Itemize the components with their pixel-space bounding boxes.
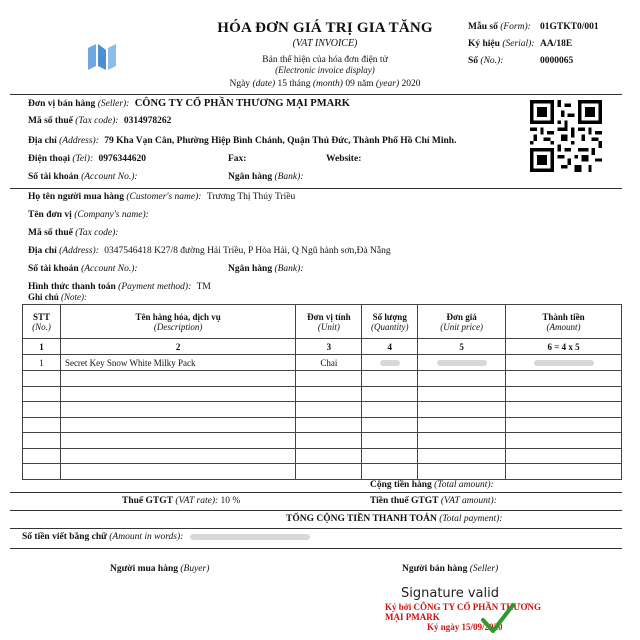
form-value: 01GTKT0/001 <box>540 21 599 32</box>
invoice-meta <box>468 18 638 69</box>
seller-tax-line: Mã số thuế (Tax code): 0314978262 <box>28 116 172 126</box>
header-description: Tên hàng hóa, dịch vụ (Description) <box>60 305 295 339</box>
header-stt: STT (No.) <box>23 305 61 339</box>
divider <box>10 492 622 493</box>
digital-signature <box>385 586 555 632</box>
table-row <box>23 448 622 464</box>
header-unit: Đơn vị tính (Unit) <box>296 305 362 339</box>
header-unit-price: Đơn giá (Unit price) <box>418 305 506 339</box>
number-value: 0000065 <box>540 55 574 66</box>
header-amount: Thành tiền (Amount) <box>506 305 622 339</box>
table-row <box>23 464 622 480</box>
seller-tax: 0314978262 <box>123 116 172 126</box>
company-logo-icon <box>84 40 124 74</box>
item-amount-redacted <box>506 355 622 371</box>
buyer-name-line: Họ tên người mua hàng (Customer's name): Trương Thị Thúy Triều <box>28 192 296 202</box>
item-quantity-redacted <box>362 355 418 371</box>
payment-method-line: Hình thức thanh toán (Payment method): TM <box>28 282 211 292</box>
amount-words-redacted <box>190 534 310 540</box>
table-row <box>23 371 622 387</box>
buyer-address: 0347546418 K27/8 đường Hải Triều, P Hòa Hải, Q Ngũ hành sơn,Đà Nẵng <box>104 246 391 256</box>
divider <box>10 528 622 529</box>
vat-rate: 10 % <box>220 496 241 506</box>
seller-website-label: Website: <box>326 154 362 164</box>
seller-tel: 0976344620 <box>98 154 146 164</box>
table-row <box>23 417 622 433</box>
vat-rate-line: Thuế GTGT (VAT rate): 10 % <box>122 496 241 506</box>
seller-bank-line: Ngân hàng (Bank): <box>228 172 304 182</box>
header-quantity: Số lượng (Quantity) <box>362 305 418 339</box>
number-row: Số (No.): 0000065 <box>468 55 574 66</box>
table-header <box>23 305 622 339</box>
divider <box>10 548 622 549</box>
item-price-redacted <box>418 355 506 371</box>
invoice-date: Ngày (date) 15 tháng (month) 09 năm (year) 2020 <box>229 79 421 89</box>
amount-in-words-line: Số tiền viết bằng chữ (Amount in words): <box>22 532 310 542</box>
seller-address-line: Địa chỉ (Address): 79 Kha Vạn Cân, Phường Hiệp Bình Chánh, Quận Thủ Đức, Thành Phố Hồ Chí Minh. <box>28 136 457 146</box>
signed-date: Ký ngày 15/09/2020 <box>427 622 503 632</box>
divider <box>10 94 622 95</box>
buyer-name: Trương Thị Thúy Triều <box>206 192 296 202</box>
item-description: Secret Key Snow White Milky Pack <box>60 355 295 371</box>
item-unit: Chai <box>296 355 362 371</box>
signed-by: Ký bởi CÔNG TY CỔ PHẦN THƯƠNG MẠI PMARK <box>385 602 541 622</box>
display-note-en: (Electronic invoice display) <box>275 65 375 75</box>
table-row <box>23 402 622 418</box>
subtotal-line: Cộng tiền hàng (Total amount): <box>370 480 494 490</box>
invoice-page <box>10 6 632 638</box>
buyer-bank-line: Ngân hàng (Bank): <box>228 264 304 274</box>
table-row: 1 Secret Key Snow White Milky Pack Chai <box>23 355 622 371</box>
serial-value: AA/18E <box>540 38 573 49</box>
form-row: Mẫu số (Form): 01GTKT0/001 <box>468 21 599 32</box>
serial-row: Ký hiệu (Serial): AA/18E <box>468 38 573 49</box>
signature-valid-text: Signature valid <box>401 586 499 601</box>
vat-amount-line: Tiền thuế GTGT (VAT amount): <box>370 496 497 506</box>
payment-method: TM <box>196 282 211 292</box>
column-numbers-row: 1 2 3 4 5 6 = 4 x 5 <box>23 339 622 355</box>
buyer-address-line: Địa chỉ (Address): 0347546418 K27/8 đường Hải Triều, P Hòa Hải, Q Ngũ hành sơn,Đà Nẵng <box>28 246 391 256</box>
display-note-vi: Bản thể hiện của hóa đơn điện tử <box>262 55 388 65</box>
title-block <box>200 20 450 89</box>
divider <box>10 188 622 189</box>
buyer-company-line: Tên đơn vị (Company's name): <box>28 210 149 220</box>
items-table <box>22 304 622 480</box>
seller-tel-line: Điện thoại (Tel): 0976344620 <box>28 154 146 164</box>
seller-account-line: Số tài khoản (Account No.): <box>28 172 138 182</box>
checkmark-icon <box>480 602 516 636</box>
seller-address: 79 Kha Vạn Cân, Phường Hiệp Bình Chánh, Quận Thủ Đức, Thành Phố Hồ Chí Minh. <box>104 136 457 146</box>
buyer-tax-line: Mã số thuế (Tax code): <box>28 228 119 238</box>
invoice-title: HÓA ĐƠN GIÁ TRỊ GIA TĂNG <box>217 20 433 36</box>
seller-signature-label: Người bán hàng (Seller) <box>402 564 499 574</box>
grand-total-line: TỔNG CỘNG TIỀN THANH TOÁN (Total payment): <box>286 514 503 524</box>
table-row <box>23 386 622 402</box>
note-line: Ghi chú (Note): <box>28 292 88 302</box>
buyer-signature-label: Người mua hàng (Buyer) <box>110 564 210 574</box>
seller-fax-label: Fax: <box>228 154 247 164</box>
table-row <box>23 433 622 449</box>
seller-name: CÔNG TY CỔ PHẦN THƯƠNG MẠI PMARK <box>134 98 350 109</box>
invoice-subtitle: (VAT INVOICE) <box>292 38 358 49</box>
seller-name-line: Đơn vị bán hàng (Seller): CÔNG TY CỔ PHẦN THƯƠNG MẠI PMARK <box>28 98 350 109</box>
qr-code-icon <box>530 100 602 172</box>
divider <box>10 510 622 511</box>
buyer-account-line: Số tài khoản (Account No.): <box>28 264 138 274</box>
